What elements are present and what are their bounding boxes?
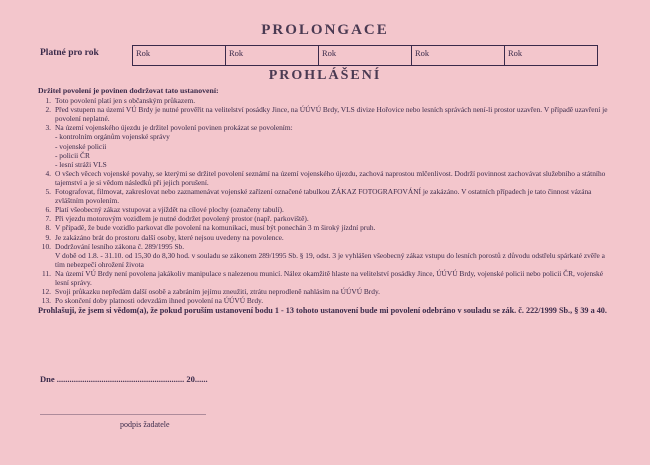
item-text: Na území VÚ Brdy není povolena jakákoliv manipulace s nalezenou municí. Nález okamžitě hlaste na velitelství posádky Jince, ÚÚVÚ Brdy, vojenské policii nebo policii ČR, vojenské lesní správy. — [55, 268, 604, 287]
list-item — [38, 96, 613, 105]
form-title: PROLONGACE — [261, 22, 389, 38]
list-item — [38, 105, 613, 123]
sub-item: - vojenské policii — [55, 141, 107, 151]
sub-item: - policii ČR — [55, 150, 90, 160]
item-text: Svoji průkazku nepředám další osobě a zabráním jejímu zneužití, ztrátu neprodleně nahlásím na ÚÚVÚ Brdy. — [55, 287, 381, 297]
item-number: 13. — [41, 296, 51, 306]
item-text: Na území vojenského újezdu je držitel povolení povinen prokázat se povolením: — [55, 123, 293, 133]
item-number: 10. — [41, 241, 51, 251]
intro-text: Držitel povolení je povinen dodržovat tato ustanovení: — [38, 86, 219, 95]
list-item — [38, 251, 613, 269]
list-item — [38, 223, 613, 232]
item-number: 12. — [41, 287, 51, 297]
item-text: Dodržování lesního zákona č. 289/1995 Sb. — [55, 241, 185, 251]
list-item — [38, 123, 613, 132]
item-number: 3. — [45, 123, 51, 133]
item-number: 1. — [45, 96, 51, 106]
item-number: 8. — [45, 223, 51, 233]
item-number: 2. — [45, 105, 51, 115]
year-cell-5: Rok — [508, 48, 523, 58]
item-text: V případě, že bude vozidlo parkovat dle povolení na komunikaci, musí být ponechán 3 m široký jízdní pruh. — [55, 223, 376, 233]
sub-item: - kontrolním orgánům vojenské správy — [55, 132, 170, 142]
year-cell-2: Rok — [226, 46, 319, 65]
year-table — [132, 45, 598, 66]
year-cell-3: Rok — [319, 46, 412, 65]
signature-label: podpis žadatele — [120, 420, 170, 429]
item-text: Fotografovat, filmovat, zakreslovat nebo zaznamenávat vojenské zařízení označené tabulkou ZÁKAZ FOTOGRAFOVÁNÍ je zakázáno. V ostatních případech je tato činnost vázána zvláštním povolením. — [55, 187, 592, 206]
list-item — [38, 205, 613, 214]
valid-for-year-label: Platné pro rok — [40, 48, 99, 58]
item-text: Před vstupem na území VÚ Brdy je nutné prověřit na velitelství posádky Jince, na ÚÚVÚ Brdy, VLS divize Hořovice nebo lesních správách není-li prostor uzavřen. V případě uzavření je povolení neplatné. — [55, 105, 608, 124]
item-number: 9. — [45, 232, 51, 242]
declaration-body — [38, 86, 613, 316]
item-text: Je zakázáno brát do prostoru další osoby, které nejsou uvedeny na povolence. — [55, 232, 284, 242]
year-cell-1: Rok — [133, 46, 226, 65]
item-text: Platí všeobecný zákaz vstupovat a vjíždět na cílové plochy (označeny tabulí). — [55, 205, 284, 215]
item-text: O všech věcech vojenské povahy, se kterými se držitel povolení seznámí na území vojenského újezdu, zachová naprostou mlčenlivost. Dodrží povinnost zachovávat služebního a státního tajemství a je si vědom následků při jejich porušení. — [55, 168, 606, 187]
list-item — [38, 187, 613, 205]
list-item — [38, 214, 613, 223]
date-field[interactable]: Dne ............................................................ 20...... — [40, 374, 208, 384]
item-text: Při vjezdu motorovým vozidlem je nutné dodržet povolený prostor (např. parkoviště). — [55, 214, 309, 224]
declaration-statement: Prohlašuji, že jsem si vědom(a), že pokud poruším ustanovení bodu 1 - 13 tohoto ustanovení bude mi povolení odebráno v souladu se zák. č. 222/1999 Sb., § 39 a 40. — [38, 306, 607, 316]
item-number: 11. — [42, 268, 51, 278]
item-number: 6. — [45, 205, 51, 215]
year-cell-4: Rok — [412, 46, 505, 65]
item-number: 4. — [45, 168, 51, 178]
item-text: Po skončení doby platnosti odevzdám ihned povolení na ÚÚVÚ Brdy. — [55, 296, 264, 306]
list-item — [38, 296, 613, 305]
declaration-heading: PROHLÁŠENÍ — [268, 68, 382, 83]
item-text: V době od 1.8. - 31.10. od 15,30 do 8,30 hod. v souladu se zákonem 289/1995 Sb. § 19, odst. 3 je vyhlášen všeobecný zákaz vstupu do lesních porostů z důvodu odstřelu spárkaté zvěře a tím nebezpečí ohrožení života — [55, 250, 605, 269]
list-item — [38, 242, 613, 251]
list-item — [38, 169, 613, 187]
item-number — [38, 251, 55, 269]
list-item — [38, 233, 613, 242]
item-text: Toto povolení platí jen s občanským průkazem. — [55, 96, 196, 106]
sub-item: - lesní stráži VLS — [55, 159, 107, 169]
list-item — [38, 269, 613, 287]
item-number: 7. — [45, 214, 51, 224]
signature-field[interactable]: ................................................................................... — [40, 408, 206, 417]
list-item — [38, 287, 613, 296]
item-number: 5. — [45, 187, 51, 197]
